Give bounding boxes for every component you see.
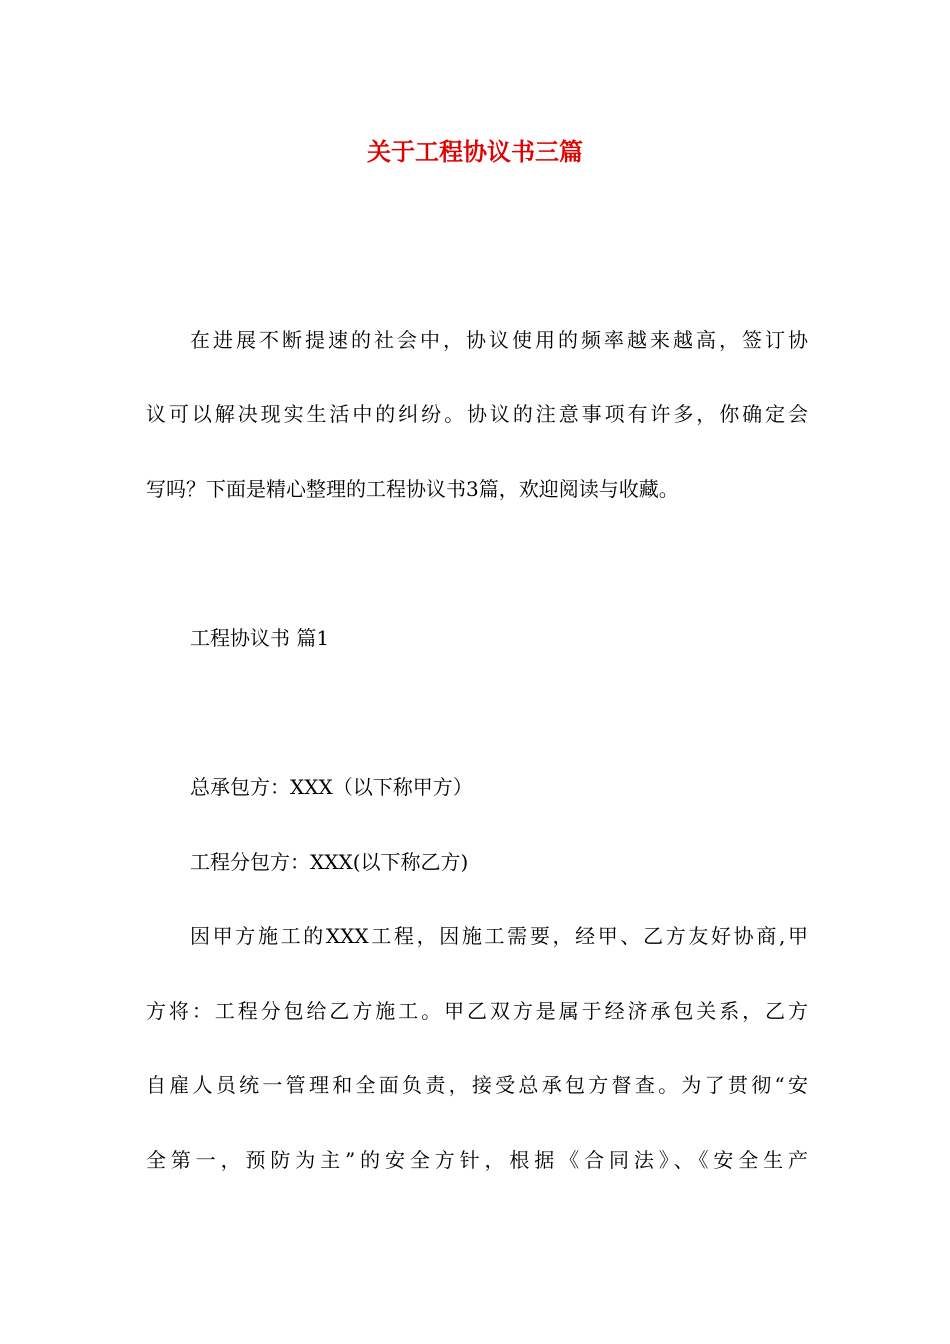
body-line-1: 因甲方施工的XXX工程，因施工需要，经甲、乙方友好协商,甲 bbox=[190, 924, 808, 948]
body-line-2: 方将：工程分包给乙方施工。甲乙双方是属于经济承包关系，乙方 bbox=[146, 999, 808, 1023]
intro-line-3: 写吗？下面是精心整理的工程协议书3篇，欢迎阅读与收藏。 bbox=[146, 477, 679, 501]
intro-line-2: 议可以解决现实生活中的纠纷。协议的注意事项有许多，你确定会 bbox=[146, 402, 808, 426]
intro-line-1: 在进展不断提速的社会中，协议使用的频率越来越高，签订协 bbox=[190, 328, 808, 352]
body-line-3: 自雇人员统一管理和全面负责，接受总承包方督查。为了贯彻“安 bbox=[146, 1073, 808, 1097]
party-b-line: 工程分包方：XXX(以下称乙方) bbox=[190, 850, 469, 874]
body-line-4: 全第一，预防为主”的安全方针，根据《合同法》、《安全生产 bbox=[146, 1148, 808, 1172]
document-title: 关于工程协议书三篇 bbox=[367, 138, 583, 166]
party-a-line: 总承包方：XXX（以下称甲方） bbox=[190, 775, 473, 799]
section-heading: 工程协议书 篇1 bbox=[190, 626, 330, 650]
